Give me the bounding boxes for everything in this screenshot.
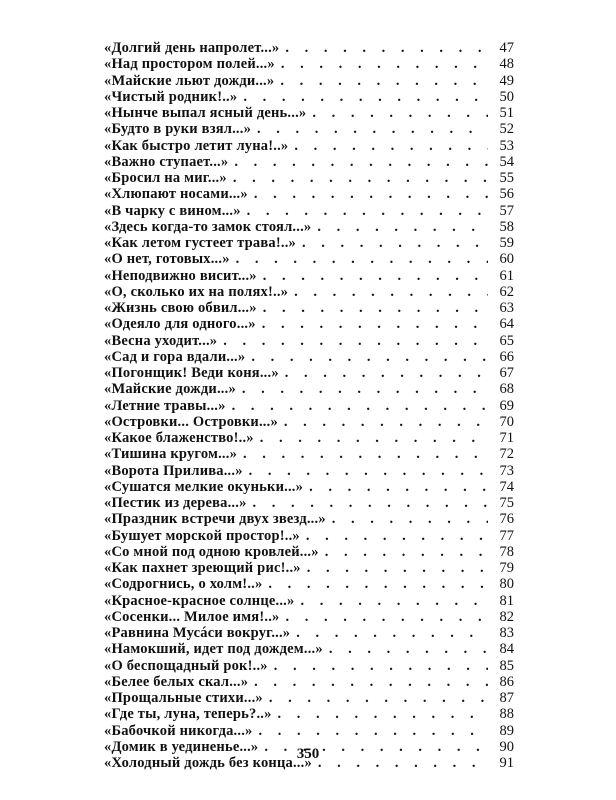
toc-entry-page: 75 xyxy=(499,495,514,511)
dot-leader xyxy=(251,349,488,365)
toc-entry-title: «Как пахнет зреющий рис!..» xyxy=(104,560,301,576)
toc-entry xyxy=(104,300,514,316)
dot-leader xyxy=(243,446,488,462)
dot-leader xyxy=(317,219,488,235)
dot-leader xyxy=(247,203,488,219)
dot-leader xyxy=(223,333,488,349)
toc-entry xyxy=(104,235,514,251)
toc-entry-page: 86 xyxy=(499,673,514,690)
dot-leader xyxy=(309,479,488,495)
toc-entry-title: «Намокший, идет под дождем...» xyxy=(104,641,323,658)
toc-entry-page: 48 xyxy=(499,56,514,73)
dot-leader xyxy=(253,495,488,511)
toc-entry-title: «Хлюпают носами...» xyxy=(104,186,248,203)
toc-entry-page: 65 xyxy=(499,332,514,349)
toc-entry-title: «Тишина кругом...» xyxy=(104,446,238,463)
toc-entry xyxy=(104,186,514,202)
toc-entry-title: «Со мной под одною кровлей...» xyxy=(104,543,319,560)
toc-entry xyxy=(104,706,514,722)
toc-entry-page: 47 xyxy=(499,40,514,56)
toc-entry-page: 61 xyxy=(499,267,514,284)
dot-leader xyxy=(242,381,488,397)
toc-entry-page: 66 xyxy=(499,348,514,365)
toc-entry-title: «Домик в уединенье...» xyxy=(104,738,259,755)
toc-entry-page: 82 xyxy=(499,608,514,625)
toc-entry-page: 69 xyxy=(499,397,514,414)
dot-leader xyxy=(300,593,488,609)
toc-entry-page: 87 xyxy=(499,690,514,706)
dot-leader xyxy=(243,89,488,105)
toc-entry-page: 88 xyxy=(499,706,514,723)
toc-entry-page: 91 xyxy=(499,755,514,771)
toc-entry xyxy=(104,658,514,674)
dot-leader xyxy=(234,154,488,170)
toc-entry-title: «Сосенки... Милое имя!..» xyxy=(104,608,280,625)
toc-entry xyxy=(104,316,514,332)
dot-leader xyxy=(263,268,488,284)
toc-entry xyxy=(104,219,514,235)
toc-entry-title: «Как быстро летит луна!..» xyxy=(104,137,289,154)
dot-leader xyxy=(254,186,488,202)
toc-entry-title: «Островки... Островки...» xyxy=(104,413,278,430)
toc-entry-title: «Весна уходит...» xyxy=(104,332,218,349)
dot-leader xyxy=(281,56,488,72)
toc-entry-page: 74 xyxy=(499,478,514,495)
toc-entry xyxy=(104,593,514,609)
dot-leader xyxy=(284,414,488,430)
dot-leader xyxy=(232,398,488,414)
dot-leader xyxy=(296,625,488,641)
toc-entry-page: 72 xyxy=(499,446,514,463)
toc-entry xyxy=(104,641,514,657)
toc-entry xyxy=(104,446,514,462)
toc-entry-title: «Белее белых скал...» xyxy=(104,673,249,690)
dot-leader xyxy=(262,316,488,332)
toc-entry-page: 79 xyxy=(499,560,514,576)
toc-entry-title: «Жизнь свою обвил...» xyxy=(104,300,257,316)
toc-entry-title: «О нет, готовых...» xyxy=(104,251,230,268)
toc-entry-page: 80 xyxy=(499,576,514,593)
dot-leader xyxy=(302,235,488,251)
toc-entry-title: «Сад и гора вдали...» xyxy=(104,348,246,365)
toc-entry-page: 76 xyxy=(499,511,514,528)
toc-entry-title: «Равнина Мусáси вокруг...» xyxy=(104,625,291,641)
toc-entry-title: «Летние травы...» xyxy=(104,397,226,414)
toc-entry-title: «Пестик из дерева...» xyxy=(104,495,247,511)
toc-entry xyxy=(104,544,514,560)
toc-entry-page: 49 xyxy=(499,72,514,89)
dot-leader xyxy=(285,365,488,381)
toc-entry-page: 77 xyxy=(499,527,514,544)
toc-entry xyxy=(104,495,514,511)
toc-entry xyxy=(104,333,514,349)
dot-leader xyxy=(254,674,488,690)
toc-entry-page: 55 xyxy=(499,170,514,186)
dot-leader xyxy=(263,300,488,316)
dot-leader xyxy=(294,284,488,300)
toc-entry xyxy=(104,121,514,137)
toc-entry-page: 83 xyxy=(499,625,514,641)
toc-entry-page: 59 xyxy=(499,235,514,251)
toc-entry-page: 84 xyxy=(499,641,514,658)
toc-entry xyxy=(104,511,514,527)
toc-entry-title: «Майские дожди...» xyxy=(104,381,236,398)
toc-entry xyxy=(104,89,514,105)
toc-entry-title: «Где ты, луна, теперь?..» xyxy=(104,706,272,723)
toc-entry-title: «О беспощадный рок!..» xyxy=(104,657,268,674)
page-number: 350 xyxy=(296,746,320,762)
toc-entry-title: «Будто в руки взял...» xyxy=(104,121,252,138)
toc-entry-title: «Красное-красное солнце...» xyxy=(104,592,295,609)
toc-entry-page: 90 xyxy=(499,738,514,755)
toc-entry xyxy=(104,154,514,170)
toc-entry xyxy=(104,381,514,397)
dot-leader xyxy=(307,560,488,576)
toc-entry-title: «Над простором полей...» xyxy=(104,56,275,73)
toc-entry xyxy=(104,690,514,706)
toc-entry-title: «Одеяло для одного...» xyxy=(104,316,256,333)
toc-entry-page: 52 xyxy=(499,121,514,138)
dot-leader xyxy=(312,105,488,121)
toc-entry-page: 89 xyxy=(499,722,514,739)
dot-leader xyxy=(294,138,488,154)
toc-entry-title: «О, сколько их на полях!..» xyxy=(104,283,289,300)
toc-entry xyxy=(104,723,514,739)
toc-entry-title: «Как летом густеет трава!..» xyxy=(104,235,296,251)
toc-entry xyxy=(104,674,514,690)
toc-entry xyxy=(104,528,514,544)
toc-entry xyxy=(104,40,514,56)
toc-entry-title: «Нынче выпал ясный день...» xyxy=(104,105,307,121)
toc-entry-title: «Бросил на миг...» xyxy=(104,170,227,186)
dot-leader xyxy=(285,40,488,56)
toc-entry xyxy=(104,56,514,72)
toc-entry xyxy=(104,203,514,219)
toc-entry xyxy=(104,170,514,186)
toc-entry xyxy=(104,479,514,495)
toc-entry xyxy=(104,625,514,641)
toc-entry xyxy=(104,268,514,284)
dot-leader xyxy=(257,121,488,137)
dot-leader xyxy=(285,609,488,625)
toc-entry-page: 57 xyxy=(499,202,514,219)
toc-entry xyxy=(104,430,514,446)
toc-entry-title: «Долгий день напролет...» xyxy=(104,40,280,56)
toc-entry-page: 85 xyxy=(499,657,514,674)
toc-entry xyxy=(104,414,514,430)
toc-entry-page: 63 xyxy=(499,300,514,316)
toc-entry-title: «Бушует морской простор!..» xyxy=(104,527,300,544)
toc-entry-title: «Майские льют дожди...» xyxy=(104,72,275,89)
toc-entry-title: «Неподвижно висит...» xyxy=(104,267,257,284)
toc-entry-title: «Содрогнись, о холм!..» xyxy=(104,576,263,593)
toc-entry-page: 54 xyxy=(499,153,514,170)
toc-entry-page: 53 xyxy=(499,137,514,154)
toc-entry-page: 70 xyxy=(499,413,514,430)
toc-entry xyxy=(104,365,514,381)
toc-entry-page: 81 xyxy=(499,592,514,609)
dot-leader xyxy=(268,576,488,592)
dot-leader xyxy=(274,658,488,674)
toc-entry xyxy=(104,560,514,576)
dot-leader xyxy=(236,251,488,267)
table-of-contents xyxy=(104,40,514,771)
toc-entry-page: 71 xyxy=(499,430,514,446)
toc-entry-title: «Здесь когда-то замок стоял...» xyxy=(104,218,312,235)
dot-leader xyxy=(260,430,488,446)
toc-entry-page: 62 xyxy=(499,283,514,300)
dot-leader xyxy=(329,641,488,657)
toc-entry-title: «Чистый родник!..» xyxy=(104,88,238,105)
toc-entry-title: «Ворота Прилива...» xyxy=(104,462,243,479)
toc-entry-title: «Какое блаженство!..» xyxy=(104,430,254,446)
toc-entry-page: 51 xyxy=(499,105,514,121)
toc-entry xyxy=(104,349,514,365)
dot-leader xyxy=(306,528,488,544)
toc-entry-page: 68 xyxy=(499,381,514,398)
dot-leader xyxy=(269,690,488,706)
toc-entry-page: 73 xyxy=(499,462,514,479)
dot-leader xyxy=(332,511,488,527)
toc-entry xyxy=(104,73,514,89)
toc-entry-page: 64 xyxy=(499,316,514,333)
toc-entry xyxy=(104,463,514,479)
toc-entry-page: 50 xyxy=(499,88,514,105)
toc-entry-title: «Холодный дождь без конца...» xyxy=(104,755,312,771)
toc-entry xyxy=(104,284,514,300)
toc-entry-title: «Погонщик! Веди коня...» xyxy=(104,365,279,381)
toc-entry-page: 78 xyxy=(499,543,514,560)
toc-entry xyxy=(104,138,514,154)
dot-leader xyxy=(249,463,488,479)
toc-entry-page: 60 xyxy=(499,251,514,268)
toc-entry-page: 67 xyxy=(499,365,514,381)
toc-entry xyxy=(104,398,514,414)
toc-entry-title: «Бабочкой никогда...» xyxy=(104,722,253,739)
toc-entry-page: 56 xyxy=(499,186,514,203)
toc-entry-page: 58 xyxy=(499,218,514,235)
dot-leader xyxy=(325,544,488,560)
toc-entry-title: «Праздник встречи двух звезд...» xyxy=(104,511,326,528)
toc-entry-title: «В чарку с вином...» xyxy=(104,202,241,219)
toc-entry-title: «Важно ступает...» xyxy=(104,153,229,170)
toc-entry xyxy=(104,251,514,267)
dot-leader xyxy=(280,73,488,89)
dot-leader xyxy=(259,723,489,739)
dot-leader xyxy=(278,706,488,722)
toc-entry xyxy=(104,105,514,121)
toc-entry xyxy=(104,609,514,625)
toc-entry-title: «Сушатся мелкие окуньки...» xyxy=(104,478,304,495)
toc-entry-title: «Прощальные стихи...» xyxy=(104,690,263,706)
toc-entry xyxy=(104,576,514,592)
dot-leader xyxy=(233,170,488,186)
